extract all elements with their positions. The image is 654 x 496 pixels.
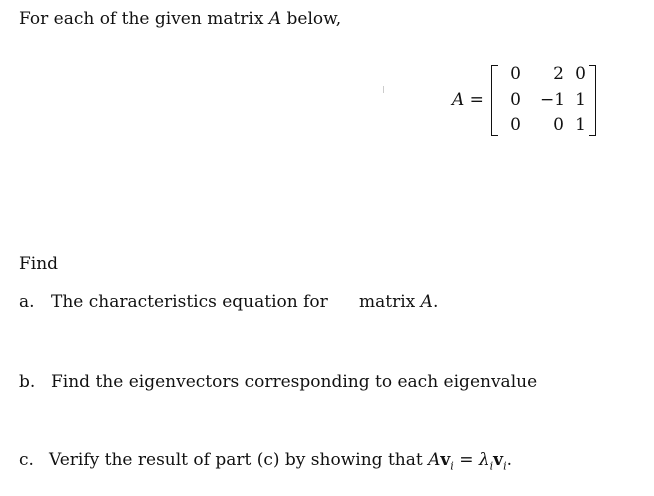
matrix-cell-r3c2: 0 <box>553 115 564 135</box>
matrix-right-bracket <box>589 65 596 136</box>
matrix-lhs-text: A = <box>452 90 484 110</box>
matrix-cell-r3c3: 1 <box>575 115 586 135</box>
item-c-vector-rhs: v <box>493 450 504 470</box>
matrix-lhs <box>452 90 484 110</box>
matrix-cell-r1c1: 0 <box>510 64 521 84</box>
matrix-cell-r2c2: −1 <box>540 90 566 110</box>
item-c-lambda-subscript: i <box>489 459 494 473</box>
item-a-period: . <box>432 292 439 312</box>
item-b-text: Find the eigenvectors corresponding to each eigenvalue <box>51 372 538 392</box>
item-c-period: . <box>506 450 512 470</box>
matrix-cell-r3c1: 0 <box>510 115 521 135</box>
matrix-cell-r1c2: 2 <box>553 64 564 84</box>
item-c-vector-rhs-subscript: i <box>503 459 507 473</box>
intro-text-after: below, <box>281 9 342 29</box>
item-a-text: The characteristics equation for <box>51 292 328 312</box>
intro-sentence <box>19 9 341 29</box>
item-c-text: Verify the result of part (c) by showing that <box>49 450 429 470</box>
item-c-matrix-variable: A <box>428 450 441 470</box>
matrix-cell-r2c3: 1 <box>575 90 586 110</box>
intro-matrix-variable: A <box>268 9 282 29</box>
item-a-text-continued <box>359 292 438 312</box>
matrix-cell-r2c1: 0 <box>510 90 521 110</box>
item-c-equals: = <box>453 450 479 470</box>
item-c-lambda: λ <box>478 450 490 470</box>
matrix-cell-r1c3: 0 <box>575 64 586 84</box>
item-c-letter: c. <box>19 450 34 470</box>
intro-text-before: For each of the given matrix <box>19 9 269 29</box>
item-c-vector: v <box>440 450 451 470</box>
item-a-text2: matrix <box>359 292 421 312</box>
item-a-matrix-variable: A <box>420 292 433 312</box>
find-heading: Find <box>19 254 59 274</box>
item-b-letter: b. <box>19 372 36 392</box>
item-c-subscript: i <box>450 459 454 473</box>
item-a-letter: a. <box>19 292 35 312</box>
item-c-sentence <box>49 450 512 472</box>
stray-mark <box>383 86 384 93</box>
